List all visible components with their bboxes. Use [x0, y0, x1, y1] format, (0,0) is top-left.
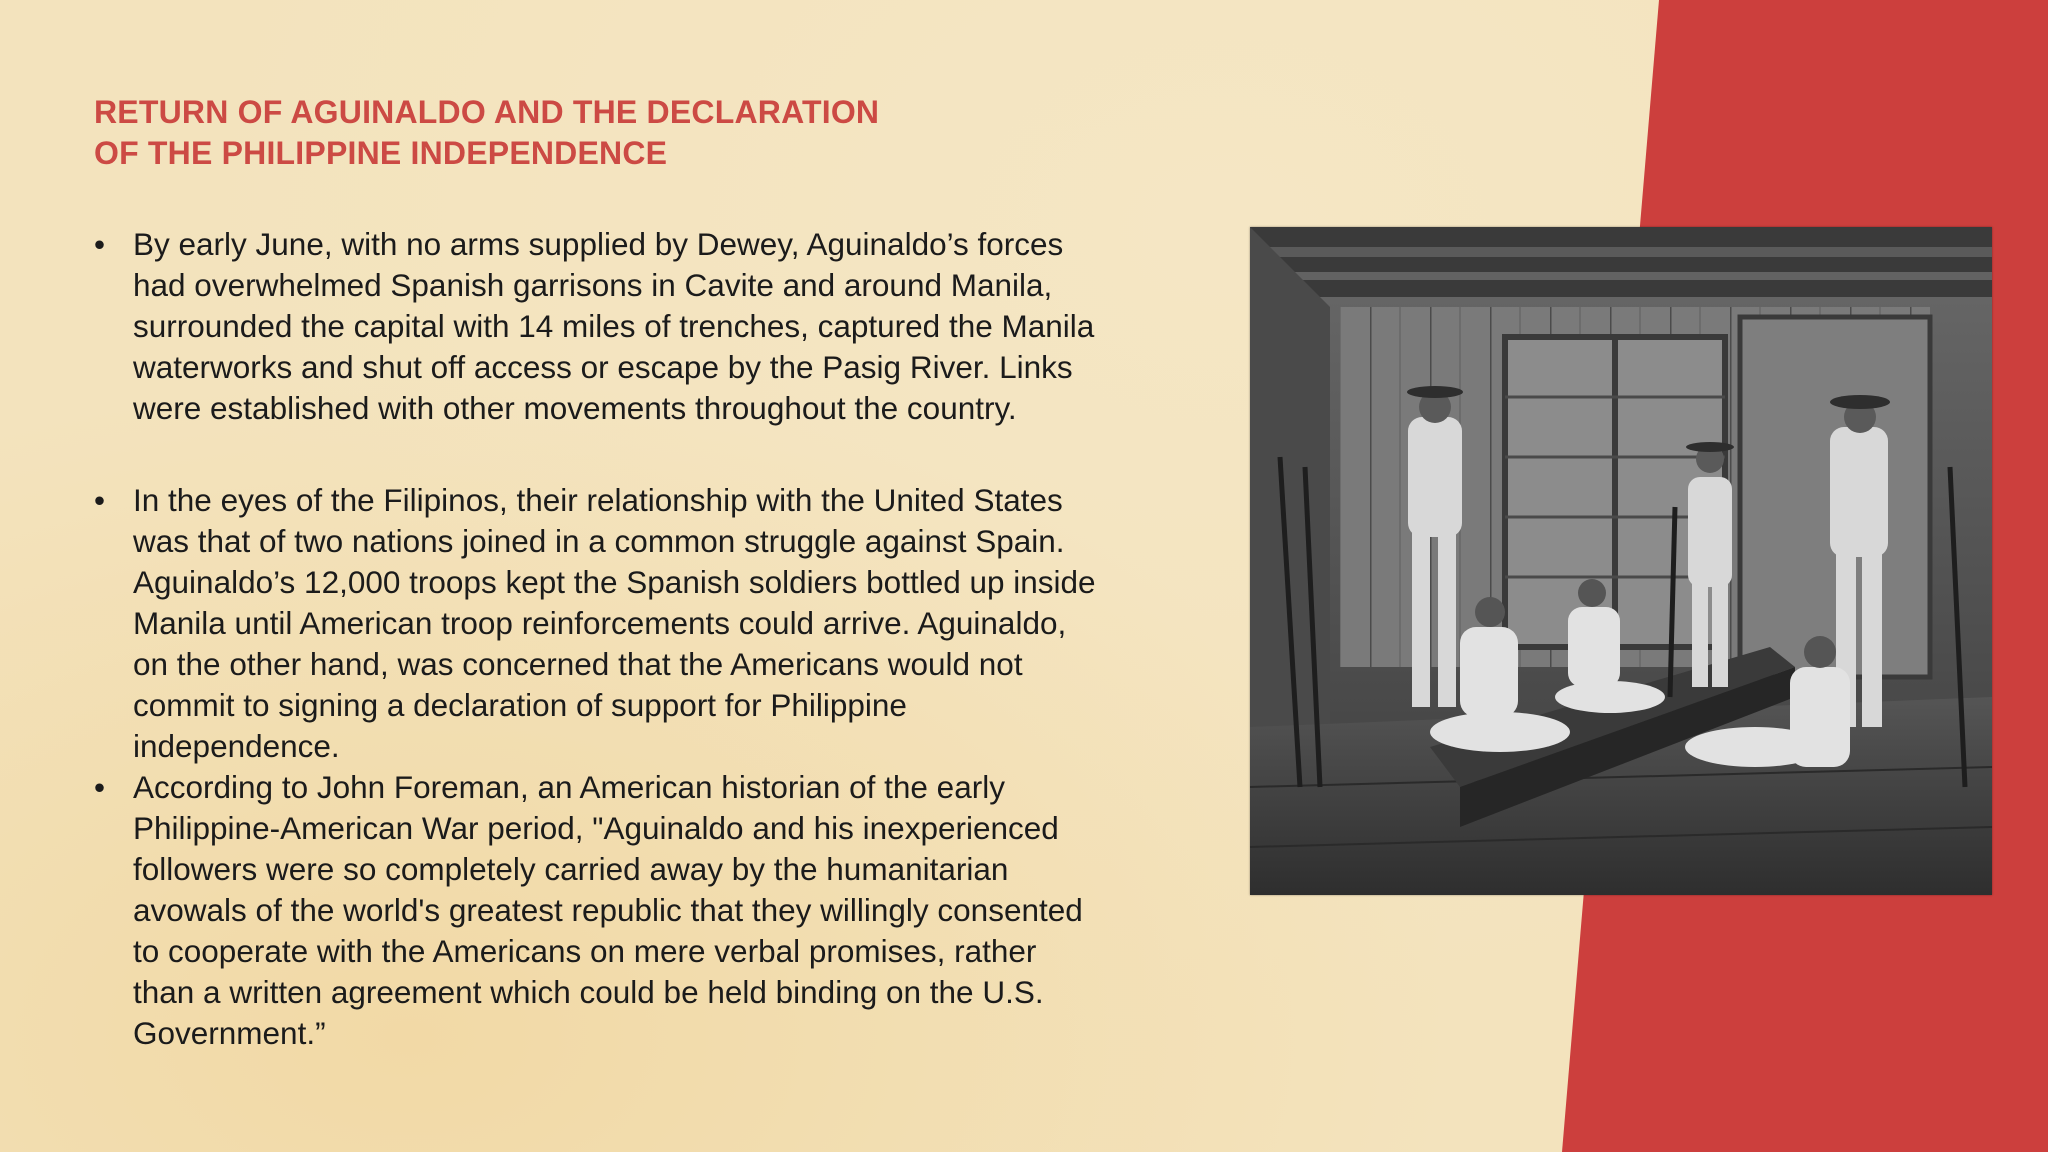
bullet-line: Government.”	[133, 1015, 326, 1051]
historical-photo	[1250, 227, 1992, 895]
bullet-line: By early June, with no arms supplied by Dewey, Aguinaldo’s forces	[133, 226, 1064, 262]
bullet-line: followers were so completely carried away by the humanitarian	[133, 851, 1009, 887]
bullet-line: commit to signing a declaration of support for Philippine	[133, 687, 907, 723]
bullet-line: than a written agreement which could be held binding on the U.S.	[133, 974, 1044, 1010]
bullet-line: surrounded the capital with 14 miles of trenches, captured the Manila	[133, 308, 1095, 344]
bullet-line: was that of two nations joined in a common struggle against Spain.	[133, 523, 1065, 559]
bullet-item-3	[94, 767, 1194, 1054]
photo-illustration	[1250, 227, 1992, 895]
bullet-line: avowals of the world's greatest republic that they willingly consented	[133, 892, 1083, 928]
bullet-dot: •	[94, 226, 106, 262]
bullet-line: Aguinaldo’s 12,000 troops kept the Spanish soldiers bottled up inside	[133, 564, 1096, 600]
title-line-1: RETURN OF AGUINALDO AND THE DECLARATION	[94, 94, 880, 130]
bullet-line: independence.	[133, 728, 340, 764]
slide-title	[94, 92, 994, 174]
bullet-line: to cooperate with the Americans on mere verbal promises, rather	[133, 933, 1037, 969]
bullet-line: According to John Foreman, an American historian of the early	[133, 769, 1005, 805]
bullet-list	[94, 224, 1194, 1054]
bullet-line: were established with other movements throughout the country.	[133, 390, 1017, 426]
bullet-item-2	[94, 480, 1194, 767]
bullet-line: In the eyes of the Filipinos, their relationship with the United States	[133, 482, 1063, 518]
bullet-line: waterworks and shut off access or escape by the Pasig River. Links	[133, 349, 1073, 385]
bullet-item-1	[94, 224, 1194, 429]
title-line-2: OF THE PHILIPPINE INDEPENDENCE	[94, 135, 668, 171]
bullet-line: Philippine-American War period, "Aguinaldo and his inexperienced	[133, 810, 1059, 846]
bullet-line: on the other hand, was concerned that the Americans would not	[133, 646, 1023, 682]
bullet-dot: •	[94, 769, 106, 805]
bullet-line: Manila until American troop reinforcements could arrive. Aguinaldo,	[133, 605, 1067, 641]
bullet-dot: •	[94, 482, 106, 518]
bullet-line: had overwhelmed Spanish garrisons in Cavite and around Manila,	[133, 267, 1053, 303]
